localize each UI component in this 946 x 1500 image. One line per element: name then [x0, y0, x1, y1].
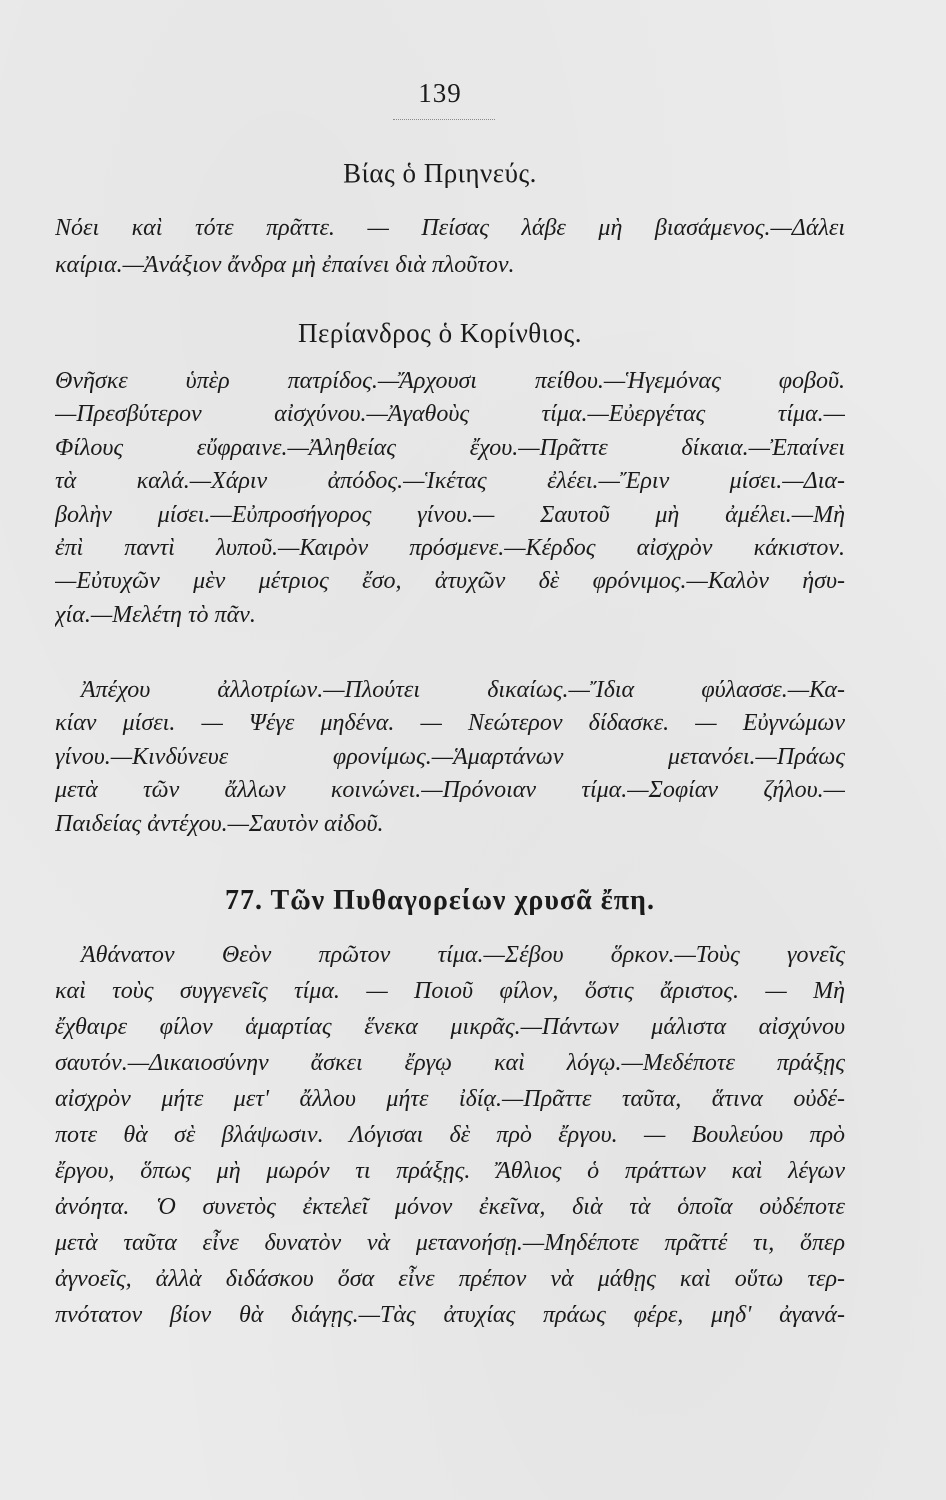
- text-line: μετὰ ταῦτα εἶνε δυνατὸν νὰ μετανοήσῃ.—Μηδέποτε πρᾶττέ τι, ὅπερ: [55, 1230, 845, 1256]
- section-text-bias: [55, 210, 845, 283]
- text-line: ἀνόητα. Ὁ συνετὸς ἐκτελεῖ μόνον ἐκεῖνα, διὰ τὰ ὁποῖα οὐδέποτε: [55, 1194, 845, 1220]
- text-line: τὰ καλά.—Χάριν ἀπόδος.—Ἱκέτας ἐλέει.—Ἔριν μίσει.—Δια-: [55, 468, 845, 495]
- text-line: Νόει καὶ τότε πρᾶττε. — Πείσας λάβε μὴ βιασάμενος.—Δάλει: [55, 215, 845, 241]
- header-rule: [393, 119, 495, 120]
- text-line: καὶ τοὺς συγγενεῖς τίμα. — Ποιοῦ φίλον, ὅστις ἄριστος. — Μὴ: [55, 978, 845, 1004]
- text-line: ἀγνοεῖς, ἀλλὰ διδάσκου ὅσα εἶνε πρέπον νὰ μάθῃς καὶ οὕτω τερ-: [55, 1266, 845, 1292]
- text-line: γίνου.—Κινδύνευε φρονίμως.—Ἁμαρτάνων μετανόει.—Πράως: [55, 743, 845, 770]
- text-line: —Πρεσβύτερον αἰσχύνου.—Ἀγαθοὺς τίμα.—Εὐεργέτας τίμα.—: [55, 401, 845, 428]
- section-heading-periandros: Περίανδρος ὁ Κορίνθιος.: [298, 318, 582, 348]
- text-line: σαυτόν.—Δικαιοσύνην ἄσκει ἔργῳ καὶ λόγῳ.—Μεδέποτε πράξῃς: [55, 1050, 845, 1076]
- page-number: 139: [418, 78, 462, 108]
- text-line: πνότατον βίον θὰ διάγῃς.—Τὰς ἀτυχίας πράως φέρε, μηδ' ἀγανά-: [55, 1302, 845, 1328]
- text-line: ἔργου, ὅπως μὴ μωρόν τι πράξῃς. Ἄθλιος ὁ πράττων καὶ λέγων: [55, 1158, 845, 1184]
- text-line: ποτε θὰ σὲ βλάψωσιν. Λόγισαι δὲ πρὸ ἔργου. — Βουλεύου πρὸ: [55, 1122, 845, 1148]
- text-line: Ἀθάνατον Θεὸν πρῶτον τίμα.—Σέβου ὅρκον.—Τοὺς γονεῖς: [81, 942, 845, 968]
- text-line: μετὰ τῶν ἄλλων κοινώνει.—Πρόνοιαν τίμα.—Σοφίαν ζήλου.—: [55, 777, 845, 804]
- text-line: αἰσχρὸν μήτε μετ' ἄλλου μήτε ἰδίᾳ.—Πρᾶττε ταῦτα, ἅτινα οὐδέ-: [55, 1086, 845, 1112]
- text-line: καίρια.—Ἀνάξιον ἄνδρα μὴ ἐπαίνει διὰ πλοῦτον.: [55, 251, 515, 278]
- section-text-maxims: [55, 674, 845, 841]
- section-text-periandros: [55, 365, 845, 632]
- text-line: Ἀπέχου ἀλλοτρίων.—Πλούτει δικαίως.—Ἴδια φύλασσε.—Κα-: [81, 677, 845, 703]
- text-line: ἐπὶ παντὶ λυποῦ.—Καιρὸν πρόσμενε.—Κέρδος αἰσχρὸν κάκιστον.: [55, 534, 845, 561]
- text-line: βολὴν μίσει.—Εὐπροσήγορος γίνου.— Σαυτοῦ μὴ ἀμέλει.—Μὴ: [55, 501, 845, 528]
- section-heading-pythagorean: 77. Τῶν Πυθαγορείων χρυσᾶ ἔπη.: [225, 885, 655, 916]
- section-text-pythagorean: [55, 937, 845, 1333]
- text-line: κίαν μίσει. — Ψέγε μηδένα. — Νεώτερον δίδασκε. — Εὐγνώμων: [55, 710, 845, 737]
- text-line: —Εὐτυχῶν μὲν μέτριος ἔσο, ἀτυχῶν δὲ φρόνιμος.—Καλὸν ἡσυ-: [55, 568, 845, 595]
- text-line: Παιδείας ἀντέχου.—Σαυτὸν αἰδοῦ.: [55, 810, 384, 837]
- text-line: ἔχθαιρε φίλον ἁμαρτίας ἕνεκα μικρᾶς.—Πάντων μάλιστα αἰσχύνου: [55, 1014, 845, 1040]
- text-line: Φίλους εὔφραινε.—Ἀληθείας ἔχου.—Πρᾶττε δίκαια.—Ἐπαίνει: [55, 434, 845, 461]
- text-line: χία.—Μελέτη τὸ πᾶν.: [55, 601, 256, 628]
- text-line: Θνῆσκε ὑπὲρ πατρίδος.—Ἄρχουσι πείθου.—Ἡγεμόνας φοβοῦ.: [55, 368, 845, 394]
- section-heading-bias: Βίας ὁ Πριηνεύς.: [343, 158, 537, 188]
